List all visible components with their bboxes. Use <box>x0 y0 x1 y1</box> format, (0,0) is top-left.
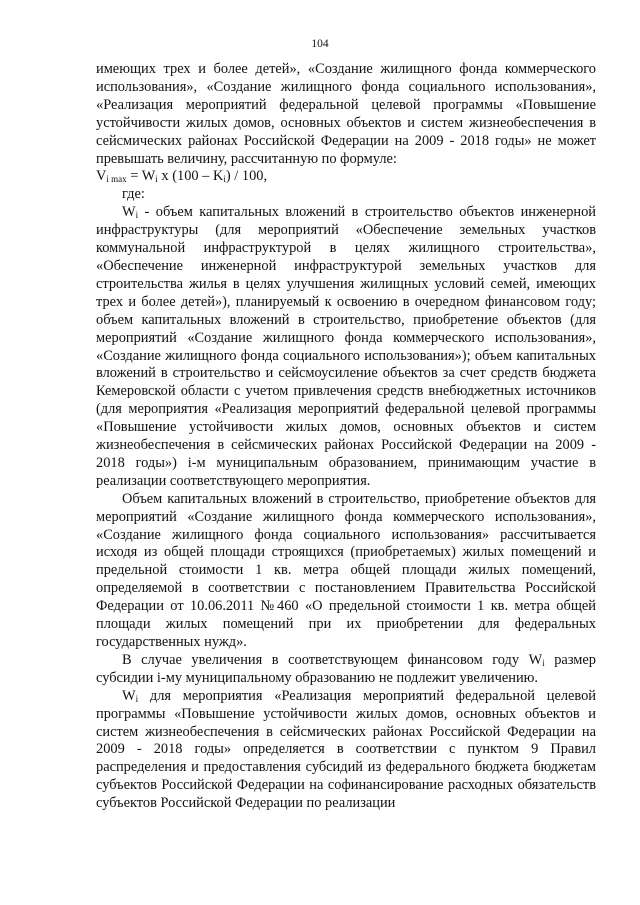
formula-eq: = W <box>126 168 156 185</box>
wi-symbol: W <box>122 204 136 221</box>
wi-definition-paragraph <box>96 204 596 491</box>
increase-paragraph <box>96 652 596 688</box>
page-number: 104 <box>311 38 329 50</box>
federal-wi-subscript: i <box>135 693 139 704</box>
wi-definition-text: - объем капитальных вложений в строительство объектов инженерной инфраструктуры (для мероприятий «Обеспечение земельных участков коммунальной инфраструктурой в целях жилищного строительства», «Обеспечение инженерной инфраструктурой земельных участков для строительства жилья в целях улучшения жилищных условий семей, имеющих трех и более детей»), планируемый к освоению в очередном финансовом году; объем капитальных вложений в строительство, приобретение объектов (для мероприятий «Создание жилищного фонда коммерческого использования», «Создание жилищного фонда социального использования»); объем капитальных вложений в строительство и сейсмоусиление объектов за счет средств бюджета Кемеровской области с учетом привлечения средств внебюджетных источников (для мероприятия «Реализация мероприятий федеральной целевой программы «Повышение устойчивости жилых домов, основных объектов и систем жизнеобеспечения в сейсмических районах Российской Федерации на 2009 - 2018 годы») i-м муниципальным образованием, принимающим участие в реализации соответствующего мероприятия. <box>96 204 596 489</box>
formula-k-subscript: i <box>223 174 226 185</box>
wi-subscript: i <box>135 210 139 221</box>
document-body <box>96 61 596 813</box>
increase-after: размер субсидии i-му муниципальному образованию не подлежит увеличению. <box>96 651 596 686</box>
formula-w-subscript: i <box>155 174 158 185</box>
volume-paragraph: Объем капитальных вложений в строительство, приобретение объектов для мероприятий «Создание жилищного фонда коммерческого использования», «Создание жилищного фонда социального использования» рассчитывается исходя из общей площади строящихся (приобретаемых) жилых помещений и предельной стоимости 1 кв. метра общей площади жилых помещений, определяемой в соответствии с постановлением Правительства Российской Федерации от 10.06.2011 №460 «О предельной стоимости 1 кв. метра общей площади жилых помещений при их приобретении для федеральных государственных нужд». <box>96 490 596 650</box>
formula-tail: ) / 100, <box>225 168 268 185</box>
formula-v: V <box>96 168 107 185</box>
increase-subscript: i <box>542 657 545 668</box>
federal-wi-symbol: W <box>122 687 136 704</box>
federal-paragraph <box>96 688 596 813</box>
formula-mid: x (100 – K <box>157 168 224 185</box>
formula <box>96 168 596 186</box>
increase-before: В случае увеличения в соответствующем финансовом году W <box>122 651 543 668</box>
intro-paragraph: имеющих трех и более детей», «Создание жилищного фонда коммерческого использования», «Создание жилищного фонда социального использования», «Реализация мероприятий федеральной целевой программы «Повышение устойчивости жилых домов, основных объектов и систем жизнеобеспечения в сейсмических районах Российской Федерации на 2009 - 2018 годы» не может превышать величину, рассчитанную по формуле: <box>96 61 596 167</box>
where-label: где: <box>122 186 145 203</box>
formula-v-subscript: i max <box>106 174 127 185</box>
federal-text: для мероприятия «Реализация мероприятий федеральной целевой программы «Повышение устойчивости жилых домов, основных объектов и систем жизнеобеспечения в сейсмических районах Российской Федерации на 2009 - 2018 годы» определяется в соответствии с пунктом 9 Правил распределения и предоставления субсидий из федерального бюджета бюджетам субъектов Российской Федерации на софинансирование расходных обязательств субъектов Российской Федерации по реализации <box>96 687 596 812</box>
